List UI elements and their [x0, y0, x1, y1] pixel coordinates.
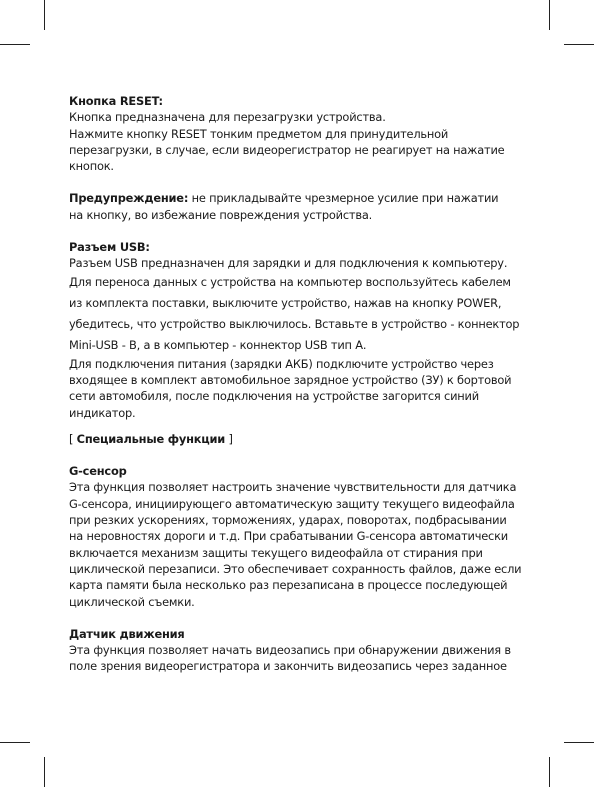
special-functions-title: Специальные функции: [76, 431, 226, 446]
warning-section: [69, 190, 529, 223]
crop-mark-bottom-left-horizontal: [0, 742, 30, 743]
reset-heading: Кнопка RESET:: [69, 94, 163, 108]
gsensor-line: на неровностях дороги и т.д. При срабатывании G-сенсора автоматически: [69, 529, 508, 544]
usb-line: Разъем USB предназначен для зарядки и для подключения к компьютеру.: [69, 256, 508, 271]
gsensor-line: при резких ускорениях, торможениях, ударах, поворотах, подбрасывании: [69, 513, 507, 528]
gsensor-line: циклической съемки.: [69, 594, 195, 609]
motion-sensor-heading: Датчик движения: [69, 626, 185, 641]
crop-mark-top-right-horizontal: [564, 44, 594, 45]
gsensor-line: карта памяти была несколько раз перезаписана в процессе последующей: [69, 578, 508, 593]
usb-line: убедитесь, что устройство выключилось. Вставьте в устройство - коннектор: [69, 316, 520, 331]
manual-page: [69, 93, 529, 675]
crop-mark-top-left-vertical: [44, 0, 45, 30]
crop-mark-bottom-left-vertical: [44, 757, 45, 787]
gsensor-line: G-сенсора, инициирующего автоматическую защиту текущего видеофайла: [69, 496, 515, 511]
usb-line: Mini-USB - B, а в компьютер - коннектор USB тип А.: [69, 337, 367, 352]
reset-section: [69, 93, 529, 174]
reset-line: перезагрузки, в случае, если видеорегистратор не реагирует на нажатие: [69, 142, 505, 157]
motion-sensor-line: Эта функция позволяет начать видеозапись при обнаружении движения в: [69, 643, 511, 658]
gsensor-line: циклической перезаписи. Это обеспечивает сохранность файлов, даже если: [69, 561, 522, 576]
usb-heading: Разъем USB:: [69, 240, 150, 255]
usb-line: Для переноса данных с устройства на компьютер воспользуйтесь кабелем: [69, 274, 511, 289]
gsensor-line: Эта функция позволяет настроить значение чувствительности для датчика: [69, 480, 517, 495]
crop-mark-top-right-vertical: [549, 0, 550, 30]
usb-line: сети автомобиля, после подключения на устройстве загорится синий: [69, 389, 479, 404]
reset-line: Кнопка предназначена для перезагрузки устройства.: [69, 110, 386, 125]
special-functions-heading: [69, 431, 529, 447]
usb-section: [69, 239, 529, 421]
gsensor-line: включается механизм защиты текущего видеофайла от стирания при: [69, 545, 483, 560]
motion-sensor-line: поле зрения видеорегистратора и закончить видеозапись через заданное: [69, 659, 507, 674]
gsensor-section: [69, 463, 529, 610]
usb-line: индикатор.: [69, 405, 136, 420]
crop-mark-top-left-horizontal: [0, 44, 30, 45]
motion-sensor-section: [69, 626, 529, 675]
gsensor-heading: G-сенсор: [69, 464, 127, 479]
usb-line: входящее в комплект автомобильное зарядное устройство (ЗУ) к бортовой: [69, 372, 512, 387]
warning-line: [69, 190, 529, 206]
warning-text: не прикладывайте чрезмерное усилие при нажатии: [188, 191, 499, 206]
warning-line: на кнопку, во избежание повреждения устройства.: [69, 207, 373, 222]
usb-line: из комплекта поставки, выключите устройство, нажав на кнопку POWER,: [69, 295, 502, 310]
crop-mark-bottom-right-horizontal: [564, 742, 594, 743]
reset-line: кнопок.: [69, 159, 114, 174]
crop-mark-bottom-right-vertical: [549, 757, 550, 787]
usb-line: Для подключения питания (зарядки АКБ) подключите устройство через: [69, 356, 494, 371]
bracket-open: [: [69, 431, 77, 446]
reset-line: Нажмите кнопку RESET тонким предметом для принудительной: [69, 126, 449, 141]
bracket-close: ]: [225, 431, 233, 446]
warning-label: Предупреждение:: [69, 191, 189, 206]
